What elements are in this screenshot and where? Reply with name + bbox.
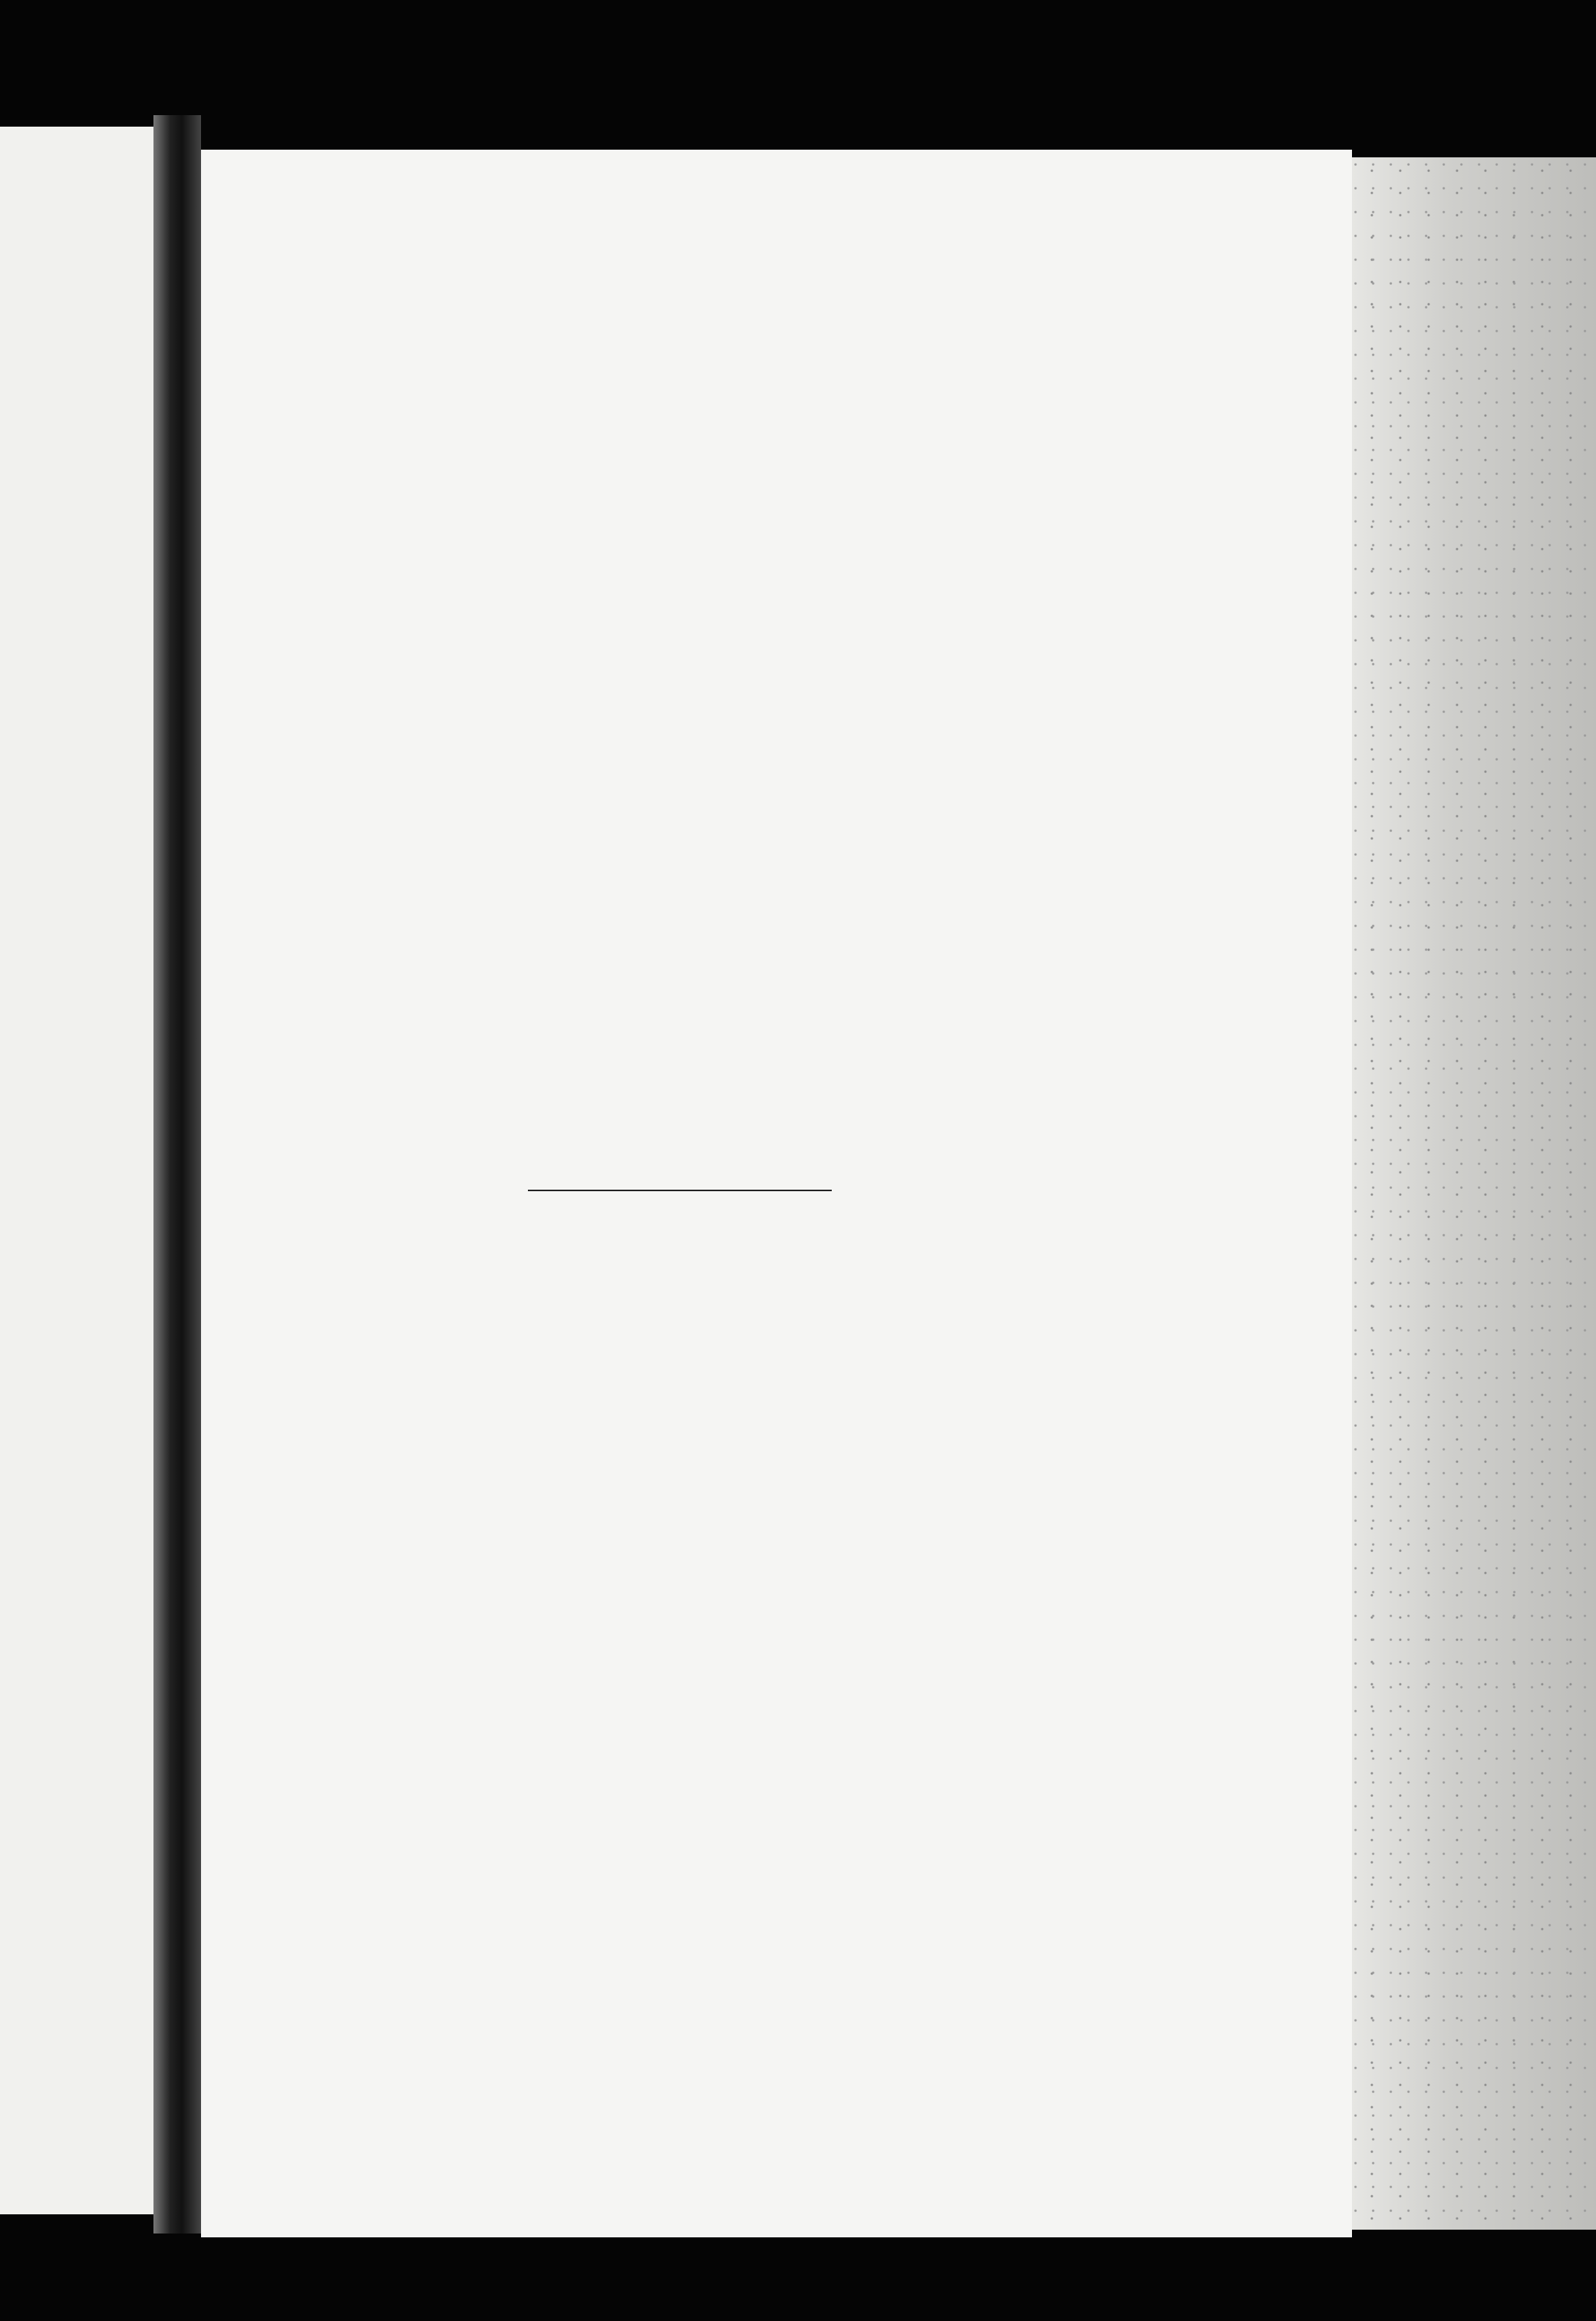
book-gutter — [153, 115, 201, 2234]
collections-table — [236, 798, 1126, 998]
statement-table — [247, 543, 1137, 758]
previous-page-fragment — [0, 127, 153, 2214]
section-divider — [528, 1190, 832, 1191]
page-edge — [1352, 157, 1596, 2230]
page — [201, 150, 1352, 2237]
